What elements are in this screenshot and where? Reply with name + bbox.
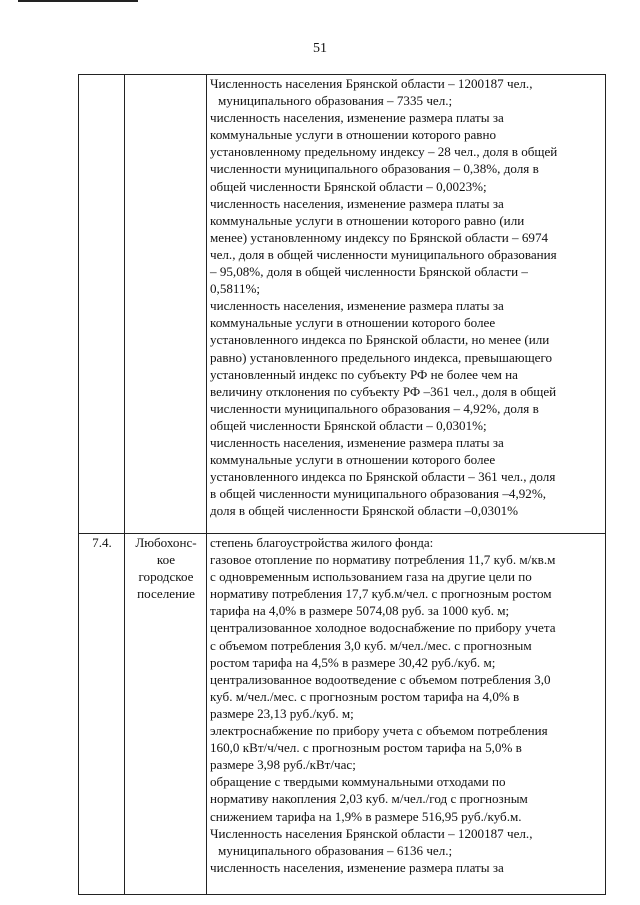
text-line: с объемом потребления 3,0 куб. м/чел./мес. с прогнозным bbox=[210, 637, 532, 653]
description-lines bbox=[210, 534, 603, 876]
text-line: 160,0 кВт/ч/чел. с прогнозным ростом тарифа на 5,0% в bbox=[210, 740, 522, 756]
text-line: численность населения, изменение размера платы за bbox=[210, 195, 504, 211]
text-line: коммунальные услуги в отношении которого более bbox=[210, 452, 496, 468]
top-rule bbox=[18, 0, 138, 2]
text-line: нормативу потребления 17,7 куб.м/чел. с прогнозным ростом bbox=[210, 586, 552, 602]
text-line: Численность населения Брянской области – 1200187 чел., bbox=[210, 825, 533, 841]
table-row bbox=[79, 75, 606, 534]
text-line: коммунальные услуги в отношении которого равно bbox=[210, 127, 497, 143]
text-line: ростом тарифа на 4,5% в размере 30,42 руб./куб. м; bbox=[210, 654, 496, 670]
text-line: численность населения, изменение размера платы за bbox=[210, 298, 504, 314]
text-line: 0,5811%; bbox=[210, 281, 261, 297]
text-line: чел., доля в общей численности муниципального образования bbox=[210, 246, 557, 262]
text-line: менее) установленному индексу по Брянской области – 6974 bbox=[210, 229, 549, 245]
text-line: обращение с твердыми коммунальными отходами по bbox=[210, 774, 506, 790]
text-line: численность населения, изменение размера платы за bbox=[210, 434, 504, 450]
text-line: численность населения, изменение размера платы за bbox=[210, 859, 504, 875]
text-line: снижением тарифа на 1,9% в размере 516,95 руб./куб.м. bbox=[210, 808, 522, 824]
text-line: равно) установленного предельного индекса, превышающего bbox=[210, 349, 553, 365]
text-line: коммунальные услуги в отношении которого равно (или bbox=[210, 212, 525, 228]
text-line: газовое отопление по нормативу потребления 11,7 куб. м/кв.м bbox=[210, 552, 556, 568]
page-number: 51 bbox=[313, 41, 327, 56]
text-line: централизованное холодное водоснабжение по прибору учета bbox=[210, 620, 556, 636]
document-table bbox=[78, 74, 606, 895]
row-number-cell bbox=[79, 75, 125, 534]
municipality-name-line: поселение bbox=[137, 586, 195, 602]
description-cell bbox=[207, 75, 606, 534]
text-line: численности муниципального образования – 4,92%, доля в bbox=[210, 400, 539, 416]
text-line: нормативу накопления 2,03 куб. м/чел./год с прогнозным bbox=[210, 791, 528, 807]
text-line: – 95,08%, доля в общей численности Брянской области – bbox=[210, 264, 528, 280]
text-line: установленного индекса по Брянской области – 361 чел., доля bbox=[210, 469, 556, 485]
text-line: общей численности Брянской области – 0,0301%; bbox=[210, 417, 487, 433]
text-line: муниципального образования – 6136 чел.; bbox=[218, 842, 453, 858]
description-cell bbox=[207, 534, 606, 895]
text-line: общей численности Брянской области – 0,0023%; bbox=[210, 178, 487, 194]
municipality-name-lines bbox=[128, 534, 204, 602]
text-line: коммунальные услуги в отношении которого более bbox=[210, 315, 496, 331]
text-line: электроснабжение по прибору учета с объемом потребления bbox=[210, 723, 548, 739]
text-line: доля в общей численности Брянской области –0,0301% bbox=[210, 503, 519, 519]
text-line: централизованное водоотведение с объемом потребления 3,0 bbox=[210, 671, 551, 687]
table-row bbox=[79, 534, 606, 895]
text-line: тарифа на 4,0% в размере 5074,08 руб. за 1000 куб. м; bbox=[210, 603, 510, 619]
text-line: куб. м/чел./мес. с прогнозным ростом тарифа на 4,0% в bbox=[210, 688, 520, 704]
text-line: численность населения, изменение размера платы за bbox=[210, 110, 504, 126]
text-line: установленный индекс по субъекту РФ не более чем на bbox=[210, 366, 518, 382]
text-line: степень благоустройства жилого фонда: bbox=[210, 535, 434, 550]
text-line: с одновременным использованием газа на другие цели по bbox=[210, 569, 532, 585]
text-line: величину отклонения по субъекту РФ –361 чел., доля в общей bbox=[210, 383, 557, 399]
text-line: численности муниципального образования – 0,38%, доля в bbox=[210, 161, 539, 177]
municipality-name-cell bbox=[125, 534, 207, 895]
municipality-name-cell bbox=[125, 75, 207, 534]
row-number-cell: 7.4. bbox=[79, 534, 125, 895]
text-line: в общей численности муниципального образования –4,92%, bbox=[210, 486, 546, 502]
description-lines bbox=[210, 75, 603, 519]
municipality-name-line: городское bbox=[138, 569, 194, 585]
text-line: Численность населения Брянской области – 1200187 чел., bbox=[210, 76, 533, 91]
text-line: установленного индекса по Брянской области, но менее (или bbox=[210, 332, 550, 348]
municipality-name-line: Любохонс- bbox=[135, 535, 197, 550]
text-line: размере 23,13 руб./куб. м; bbox=[210, 705, 354, 721]
text-line: установленному предельному индексу – 28 чел., доля в общей bbox=[210, 144, 558, 160]
text-line: муниципального образования – 7335 чел.; bbox=[218, 93, 453, 109]
text-line: размере 3,98 руб./кВт/час; bbox=[210, 757, 356, 773]
municipality-name-line: кое bbox=[156, 552, 176, 568]
